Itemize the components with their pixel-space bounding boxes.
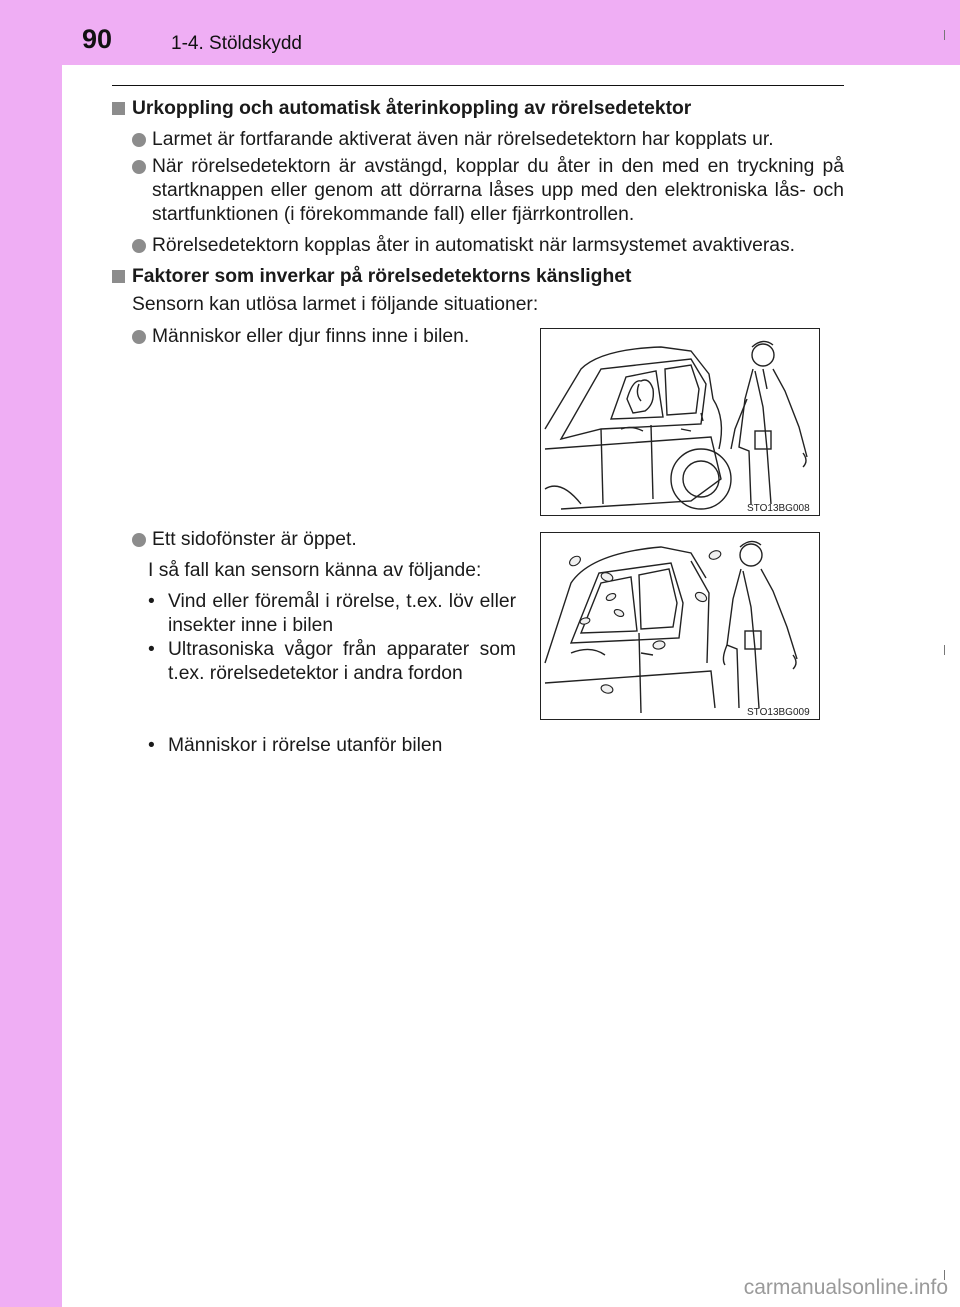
heading-text: Urkoppling och automatisk återinkoppling av rörelsedetektor [132,98,692,119]
figure-dog-in-car [540,328,820,516]
sub-intro-text: I så fall kan sensorn känna av följande: [148,560,482,581]
sub-bullet-item [148,734,518,758]
bullet-item [132,325,512,349]
section-heading-disconnect [112,97,852,121]
left-margin-band [0,0,62,1307]
crop-mark [944,30,945,40]
section-heading-sensitivity [112,265,852,289]
bullet-item [132,155,844,227]
bullet-item [132,234,844,258]
bullet-text: Ett sidofönster är öppet. [152,529,357,550]
bullet-dot-icon [132,160,146,174]
sub-bullet-text: Människor i rörelse utanför bilen [168,735,443,756]
crop-mark [944,645,945,655]
car-with-dog-illustration [541,329,819,515]
bullet-text: Rörelsedetektorn kopplas åter in automatiskt när larmsystemet avaktiveras. [152,235,795,256]
square-bullet-icon [112,102,125,115]
page-number: 90 [82,24,113,54]
square-bullet-icon [112,270,125,283]
bullet-text: Människor eller djur finns inne i bilen. [152,326,470,347]
sub-bullet-text: Ultrasoniska vågor från apparater som t.ex. rörelsedetektor i andra fordon [168,639,516,684]
bullet-text: Larmet är fortfarande aktiverat även när rörelsedetektorn har kopplats ur. [152,129,774,150]
car-open-window-illustration [541,533,819,719]
heading-text: Faktorer som inverkar på rörelsedetektorns känslighet [132,266,632,287]
intro-text: Sensorn kan utlösa larmet i följande situationer: [132,294,539,315]
bullet-dot-icon [132,133,146,147]
sub-bullet-item [148,638,516,686]
figure-open-window [540,532,820,720]
sub-bullet-item [148,590,516,638]
bullet-dot-icon [132,533,146,547]
figure-code: STO13BG008 [747,503,810,514]
watermark-text: carmanualsonline.info [743,1276,948,1299]
sub-bullet-mark: • [148,591,155,612]
bullet-item [132,528,512,552]
header-rule [112,85,844,86]
figure-code: STO13BG009 [747,707,810,718]
bullet-dot-icon [132,330,146,344]
bullet-dot-icon [132,239,146,253]
section-title: 1-4. Stöldskydd [171,33,302,54]
sub-bullet-mark: • [148,639,155,660]
sub-bullet-text: Vind eller föremål i rörelse, t.ex. löv eller insekter inne i bilen [168,591,516,636]
bullet-item [132,128,844,152]
sub-bullet-mark: • [148,735,155,756]
bullet-text: När rörelsedetektorn är avstängd, kopplar du åter in den med en tryckning på startknappen eller genom att dörrarna låses upp med den elektroniska lås- och startfunktionen (i förekommande fall) eller fjärrkontrollen. [152,156,844,225]
